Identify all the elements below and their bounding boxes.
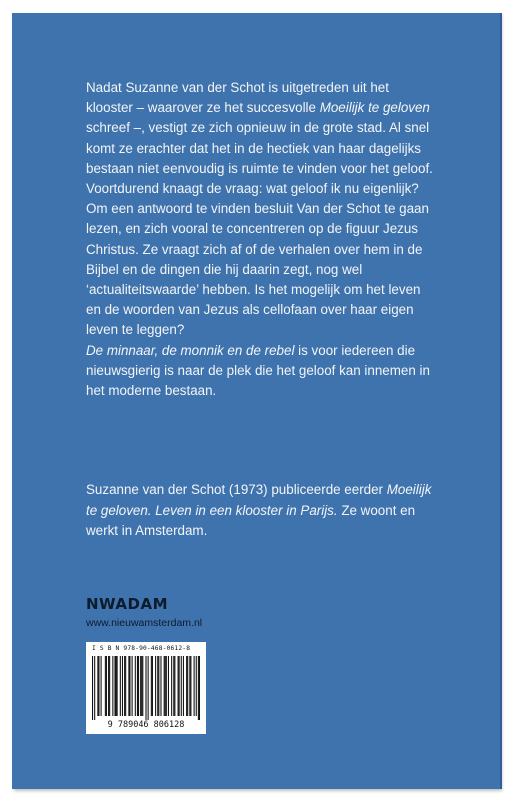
- barcode-bar: [168, 656, 169, 716]
- barcode-bar: [179, 656, 180, 716]
- book-title: De minnaar, de monnik en de rebel: [86, 342, 295, 358]
- barcode-bar: [140, 656, 141, 716]
- publisher-website: www.nieuwamsterdam.nl: [86, 617, 203, 629]
- barcode-bar: [178, 656, 179, 716]
- book-title-reference: Moeilijk te geloven: [319, 100, 430, 116]
- barcode-bar: [124, 656, 125, 716]
- barcode-bar: [105, 656, 106, 716]
- barcode-bar: [125, 656, 126, 716]
- isbn-barcode: [86, 642, 206, 734]
- barcode-bar: [138, 656, 139, 716]
- barcode-bar: [189, 656, 190, 716]
- barcode-bar: [173, 656, 174, 716]
- barcode-bar: [190, 656, 191, 716]
- barcode-bar: [164, 656, 165, 716]
- barcode-bar: [116, 656, 117, 716]
- barcode-bar: [196, 656, 197, 716]
- barcode-bar: [129, 656, 130, 716]
- barcode-bar: [155, 656, 156, 716]
- barcode-bar: [141, 656, 142, 716]
- barcode-bar: [148, 656, 149, 720]
- back-cover-blurb: [86, 78, 436, 401]
- barcode-bar: [151, 656, 152, 716]
- blurb-paragraph-2: Om een antwoord te vinden besluit Van der Schot te gaan lezen, en zich vooral te concentreren op de figuur Jezus Christus. Ze vraagt zich af of de verhalen over hem in de Bijbel en de dingen die hij daarin zegt, nog wel ‘actualiteitswaarde’ hebben. Is het mogelijk om het leven en de woorden van Jezus als cellofaan over haar eigen leven te leggen?: [86, 201, 429, 338]
- barcode-bar: [120, 656, 121, 716]
- barcode-bar: [158, 656, 159, 716]
- barcode-bar: [198, 656, 199, 720]
- barcode-bar: [101, 656, 102, 716]
- barcode-bar: [137, 656, 138, 716]
- blurb-paragraph-3: De minnaar, de monnik en de rebel is voor iedereen die nieuwsgierig is naar de plek die het geloof kan innemen in het moderne bestaan.: [86, 342, 430, 399]
- barcode-bar: [142, 656, 143, 716]
- previous-book-title: Moeilijk te geloven. Leven in een klooster in Parijs.: [86, 482, 432, 518]
- barcode-bar: [128, 656, 129, 716]
- barcode-bars: [92, 656, 200, 720]
- barcode-bar: [132, 656, 133, 716]
- author-bio: Suzanne van der Schot (1973) publiceerde eerder Moeilijk te geloven. Leven in een klooster in Parijs. Ze woont en werkt in Amsterdam.: [86, 482, 432, 539]
- barcode-bar: [194, 656, 195, 716]
- publisher-logo: NWADAM: [86, 595, 169, 613]
- barcode-bar: [186, 656, 187, 716]
- barcode-bar: [92, 656, 93, 720]
- barcode-bar: [181, 656, 182, 716]
- barcode-bar: [98, 656, 99, 716]
- barcode-bar: [183, 656, 184, 716]
- barcode-bar: [157, 656, 158, 716]
- barcode-bar: [114, 656, 115, 716]
- barcode-bar: [112, 656, 113, 716]
- barcode-bar: [94, 656, 95, 720]
- barcode-bar: [97, 656, 98, 716]
- barcode-bar: [145, 656, 146, 720]
- barcode-bar: [109, 656, 110, 716]
- barcode-bar: [166, 656, 167, 716]
- barcode-bar: [160, 656, 161, 716]
- barcode-bar: [199, 656, 200, 720]
- barcode-bar: [106, 656, 107, 716]
- barcode-bar: [135, 656, 136, 716]
- barcode-digits: 9 789046 806128: [107, 720, 185, 730]
- blurb-paragraph-1: Nadat Suzanne van der Schot is uitgetreden uit het klooster – waarover ze het succesvolle Moeilijk te geloven schreef –, vestigt ze zich opnieuw in de grote stad. Al snel komt ze erachter dat het in de hectiek van haar dagelijks bestaan niet eenvoudig is ruimte te vinden voor het geloof. Voortdurend knaagt de vraag: wat geloof ik nu eigenlijk?: [86, 80, 433, 197]
- barcode-bar: [152, 656, 153, 716]
- barcode-bar: [165, 656, 166, 716]
- barcode-bar: [174, 656, 175, 716]
- isbn-label: I S B N 978-90-468-0612-8: [92, 645, 191, 652]
- barcode-bar: [117, 656, 118, 716]
- barcode-bar: [122, 656, 123, 716]
- barcode-bar: [187, 656, 188, 716]
- cover-edge: [500, 13, 502, 789]
- barcode-bar: [171, 656, 172, 716]
- barcode-bar: [108, 656, 109, 716]
